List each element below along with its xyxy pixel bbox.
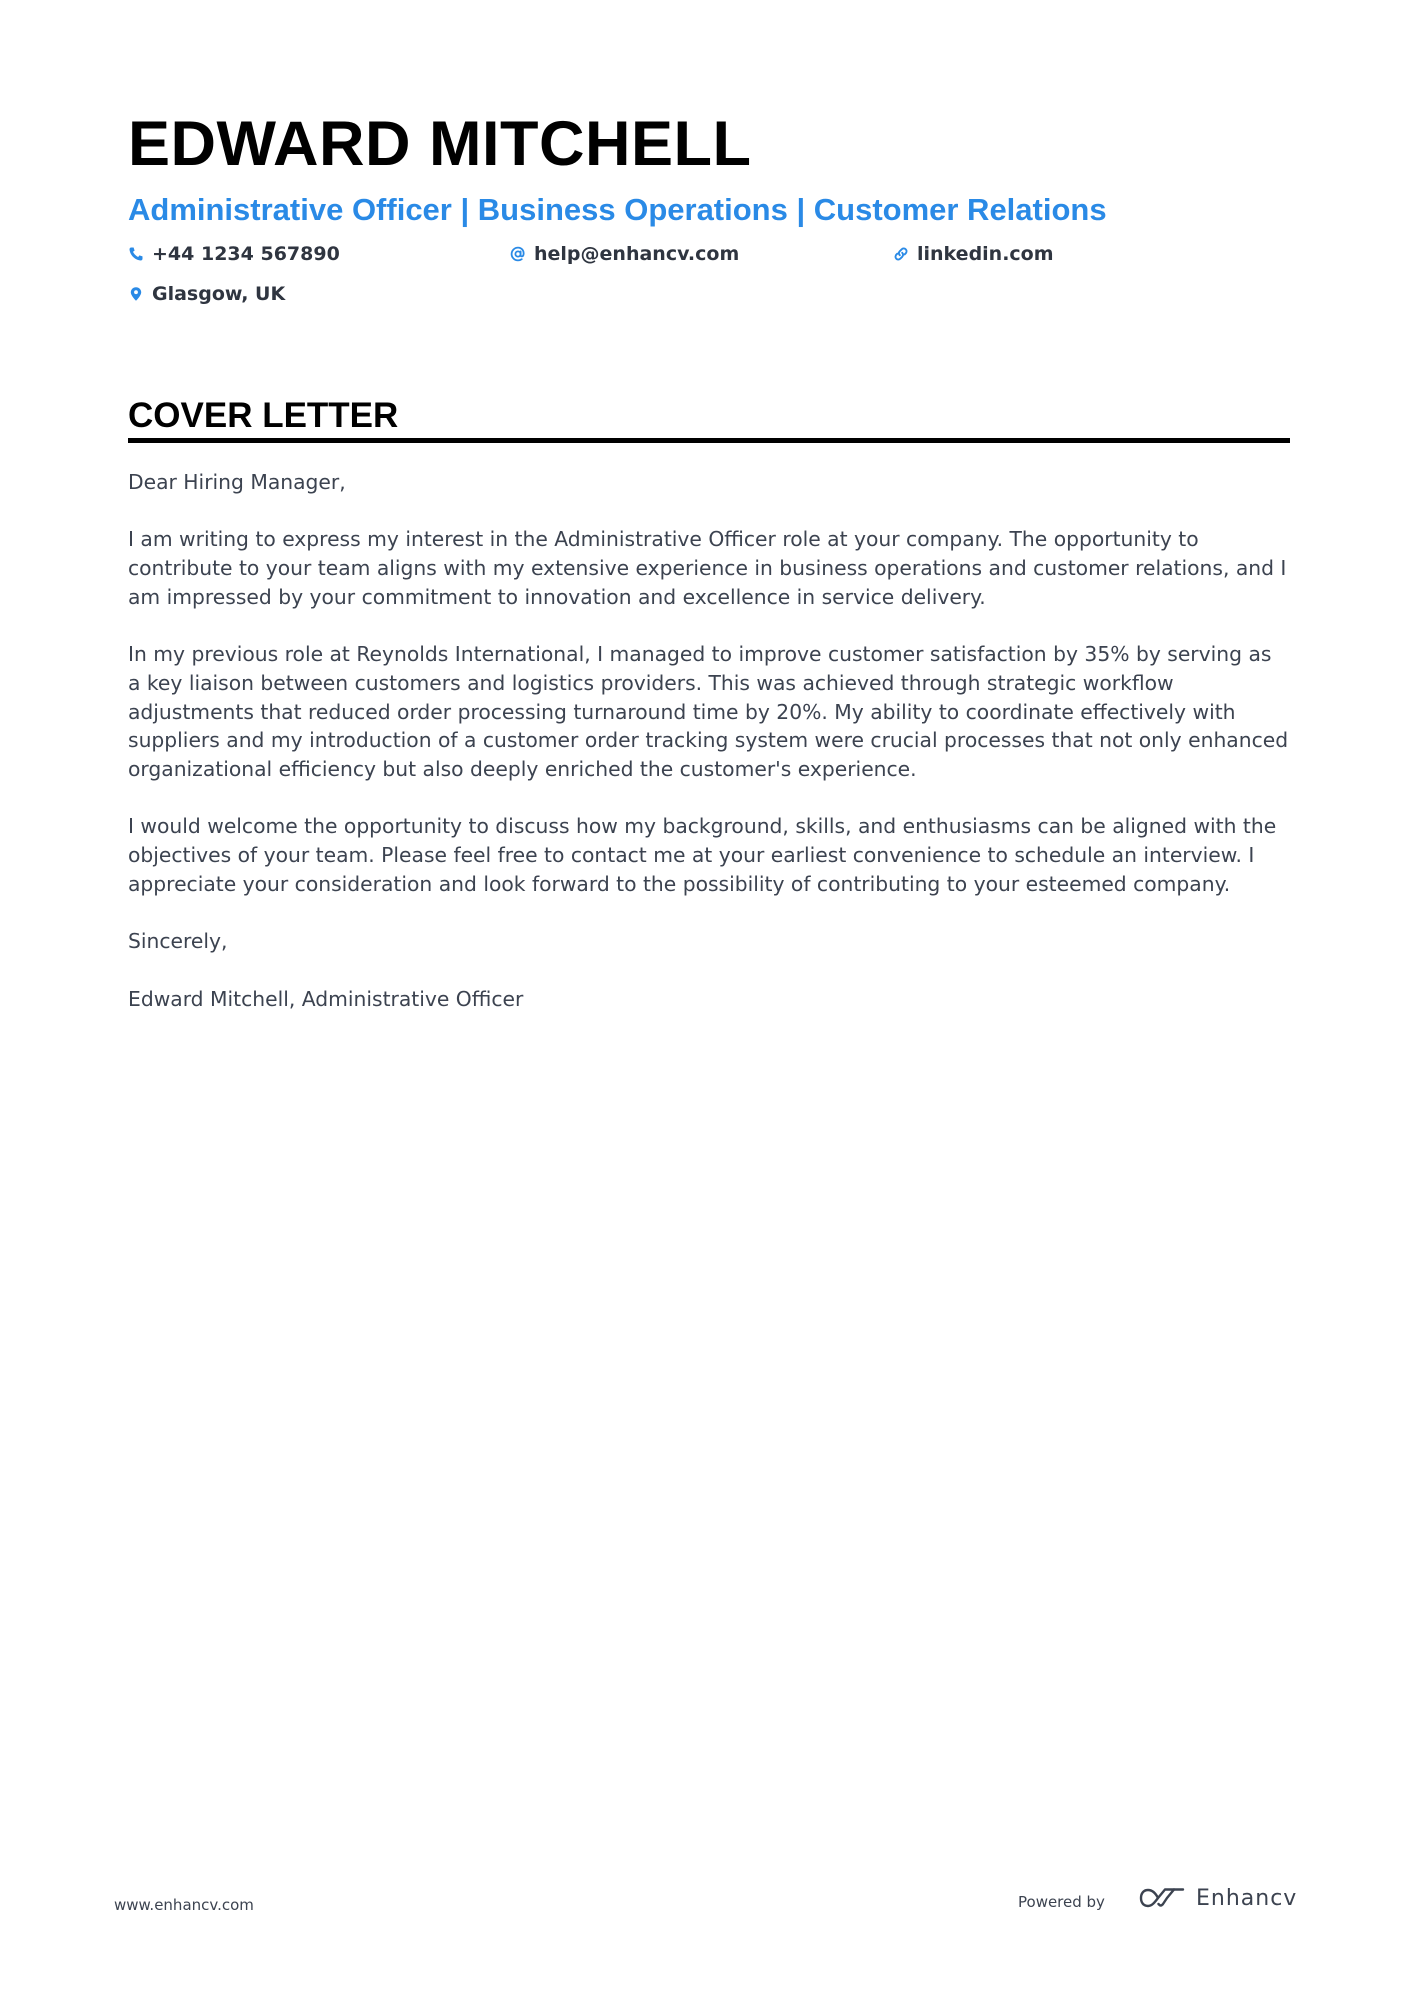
section-divider <box>128 438 1290 443</box>
phone-icon <box>128 246 144 262</box>
link-icon <box>893 246 909 262</box>
letter-paragraph: I am writing to express my interest in the Administrative Officer role at your company. The opportunity to contribute to your team aligns with my extensive experience in business operations and customer relations, and I am impressed by your commitment to innovation and excellence in service delivery. <box>128 527 1287 609</box>
candidate-headline: Administrative Officer | Business Operations | Customer Relations <box>128 192 1107 227</box>
section-title: COVER LETTER <box>128 396 399 435</box>
enhancv-logo[interactable] <box>1138 1884 1297 1912</box>
contact-phone <box>128 243 340 265</box>
contact-location-text: Glasgow, UK <box>152 283 286 305</box>
contact-phone-text: +44 1234 567890 <box>152 243 340 265</box>
contact-email-text[interactable]: help@enhancv.com <box>534 243 740 265</box>
candidate-name: EDWARD MITCHELL <box>128 109 752 179</box>
enhancv-logo-icon <box>1138 1884 1186 1912</box>
letter-signature: Edward Mitchell, Administrative Officer <box>128 986 524 1011</box>
footer-powered-by: Powered by <box>1018 1893 1105 1911</box>
footer-website-link[interactable]: www.enhancv.com <box>114 1896 254 1914</box>
contact-email <box>510 243 739 265</box>
map-pin-icon <box>128 286 144 302</box>
letter-greeting: Dear Hiring Manager, <box>128 470 346 494</box>
contact-linkedin-text[interactable]: linkedin.com <box>917 243 1054 265</box>
letter-paragraph: I would welcome the opportunity to discuss how my background, skills, and enthusiasms can be aligned with the objectives of your team. Please feel free to contact me at your earliest convenience to schedule an interview. I appreciate your consideration and look forward to the possibility of contributing to your esteemed company. <box>128 814 1277 896</box>
letter-paragraph: In my previous role at Reynolds International, I managed to improve customer satisfaction by 35% by serving as a key liaison between customers and logistics providers. This was achieved through strategic workflow adjustments that reduced order processing turnaround time by 20%. My ability to coordinate effectively with suppliers and my introduction of a customer order tracking system were crucial processes that not only enhanced organizational efficiency but also deeply enriched the customer's experience. <box>128 642 1289 781</box>
letter-body <box>128 468 1290 1042</box>
letter-closing: Sincerely, <box>128 929 228 954</box>
contact-location <box>128 283 285 305</box>
enhancv-brand-name: Enhancv <box>1196 1885 1298 1911</box>
at-sign-icon <box>510 246 526 262</box>
contact-linkedin <box>893 243 1054 265</box>
